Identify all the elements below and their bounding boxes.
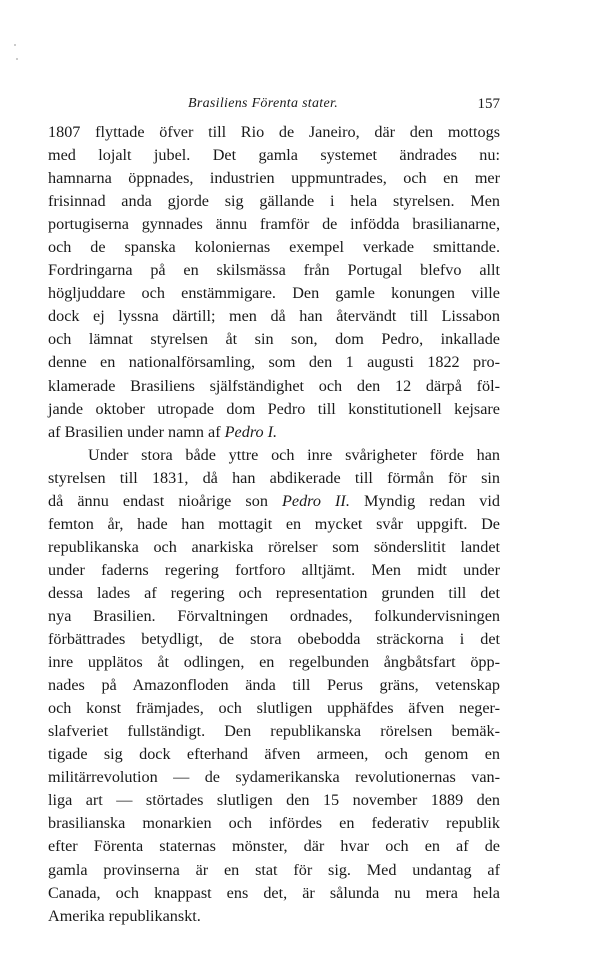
text-line: nya Brasilien. Förvaltningen ordnades, folkundervisningen: [48, 606, 500, 625]
italic-name: Pedro II.: [282, 491, 350, 510]
text-line: 1807 flyttade öfver till Rio de Janeiro, där den mottogs: [48, 123, 500, 141]
text-line: då ännu endast nioårige son Pedro II. Myndig redan vid: [48, 491, 500, 510]
text-line: och de spanska koloniernas exempel verkade smittande.: [48, 238, 500, 257]
text-line: under faderns regering fortforo alltjämt. Men midt under: [48, 560, 500, 579]
text-line: styrelsen till 1831, då han abdikerade till förmån för sin: [48, 468, 500, 487]
text-line: denne en nationalförsamling, som den 1 augusti 1822 pro-: [48, 353, 500, 372]
text-line: inre upplätos åt odlingen, en regelbunden ångbåtsfart öpp-: [48, 653, 500, 672]
text-line: portugiserna gynnades ännu framför de infödda brasilianarne,: [48, 215, 500, 234]
text-line: dessa lades af regering och representation grunden till det: [48, 583, 500, 602]
text-line: efter Förenta staternas mönster, där hvar och en af de: [48, 837, 500, 856]
text-line: republikanska och anarkiska rörelser som sönderslitit landet: [48, 537, 500, 556]
text-line: högljuddare och enstämmigare. Den gamle konungen ville: [48, 284, 500, 303]
text-line: förbättrades betydligt, de stora obebodda sträckorna i det: [48, 630, 500, 649]
paper-speck: [14, 44, 16, 46]
text-line: tigade sig dock efterhand äfven armeen, och genom en: [48, 745, 500, 764]
text-line: dock ej lyssna därtill; men då han återvändt till Lissabon: [48, 307, 500, 326]
italic-name: Pedro I.: [224, 422, 278, 441]
text-line: Fordringarna på en skilsmässa från Portugal blefvo allt: [48, 261, 500, 280]
text-line: frisinnad anda gjorde sig gällande i hela styrelsen. Men: [48, 192, 500, 211]
text-line: slafveriet fullständigt. Den republikanska rörelsen bemäk-: [48, 722, 500, 741]
page-number: 157: [477, 96, 500, 112]
text-line: och konst främjades, och slutligen upphäfdes äfven neger-: [48, 699, 500, 718]
text-line: klamerade Brasiliens själfständighet och den 12 därpå föl-: [48, 376, 500, 395]
running-head: Brasiliens Förenta stater.: [188, 96, 339, 111]
text-line: gamla provinserna är en stat för sig. Med undantag af: [48, 860, 500, 879]
body-text: [48, 121, 500, 928]
text-line: med lojalt jubel. Det gamla systemet ändrades nu:: [48, 146, 500, 165]
text-line: hamnarna öppnades, industrien uppmuntrades, och en mer: [48, 169, 500, 188]
page-header: [48, 96, 500, 116]
text-line: jande oktober utropade dom Pedro till konstitutionell kejsare: [48, 399, 500, 418]
paper-speck: [16, 58, 18, 60]
text-line: liga art — störtades slutligen den 15 november 1889 den: [48, 791, 500, 810]
text-line: femton år, hade han mottagit en mycket svår uppgift. De: [48, 514, 500, 533]
text-line: Under stora både yttre och inre svårigheter förde han: [88, 445, 500, 464]
text-line: brasilianska monarkien och infördes en federativ republik: [48, 814, 500, 833]
text-line: militärrevolution — de sydamerikanska revolutionernas van-: [48, 768, 500, 787]
text-line: nades på Amazonfloden ända till Perus gräns, vetenskap: [48, 676, 500, 695]
text-line: af Brasilien under namn af Pedro I.: [48, 422, 278, 441]
text-line: Amerika republikanskt.: [48, 906, 201, 925]
text-line: och lämnat styrelsen åt sin son, dom Pedro, inkallade: [48, 330, 500, 349]
text-line: Canada, och knappast ens det, är sålunda nu mera hela: [48, 883, 500, 902]
